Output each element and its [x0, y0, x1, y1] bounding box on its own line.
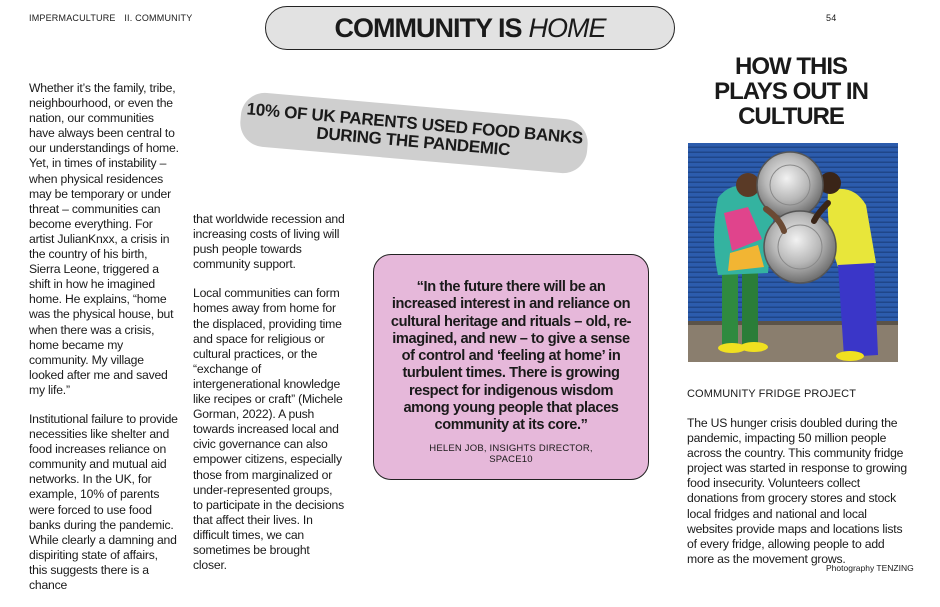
paragraph: The US hunger crisis doubled during the pandemic, impacting 50 million people across the country. This community fridge project was started in response to growing food insecurity. Volunteers collect donations from grocery stores and stock local fridges and national and local websites provide maps and locations lists of every fridge, allowing people to add more as the movement grows.: [687, 416, 907, 566]
caption-heading: COMMUNITY FRIDGE PROJECT: [687, 388, 857, 400]
paragraph: that worldwide recession and increasing costs of living will push people towards community support.: [193, 212, 345, 272]
pull-quote: [373, 254, 649, 480]
caption-body: [687, 416, 911, 581]
page-title: [265, 6, 675, 50]
page-number: 54: [826, 13, 837, 23]
page-title-bold: COMMUNITY IS: [334, 12, 522, 43]
body-column-2: [193, 212, 345, 587]
running-header: [29, 13, 192, 23]
sidebar-title: HOW THIS PLAYS OUT IN CULTURE: [714, 53, 868, 130]
section-label: IMPERMACULTURE: [29, 13, 116, 23]
quote-text: “In the future there will be an increased interest in and reliance on cultural heritage and rituals – old, re-imagined, and new – to give a sense of control and ‘feeling at home’ in turbulent times. There is growing respect for indigenous wisdom among young people that places community at its core.”: [390, 279, 632, 434]
paragraph: Institutional failure to provide necessities like shelter and food increases reliance on community and mutual aid networks. In the UK, for example, 10% of parents were forced to use food banks during the pandemic. While clearly a damning and dispiriting state of affairs, this suggests there is a chance: [29, 411, 178, 592]
chapter-label: II. COMMUNITY: [124, 13, 193, 23]
paragraph: Local communities can form homes away from home for the displaced, providing time and space for religious or cultural practices, or the “exchange of intergenerational knowledge like recipes or craft” (Michele Gorman, 2022). A push towards increased local and civic governance can also empower citizens, especially those from marginalized or under-represented groups, to participate in the decisions that affect their lives. In difficult times, we can sometimes be brought closer.: [193, 286, 344, 573]
page-title-italic: HOME: [528, 12, 606, 43]
statistic-text: 10% OF UK PARENTS USED FOOD BANKS DURING THE PANDEMIC: [245, 99, 584, 160]
paragraph: Whether it’s the family, tribe, neighbourhood, or even the nation, our communities have always been central to our understandings of home. Yet, in times of instability – when physical residences may be temporary or under threat – communities can become everything. For artist JulianKnxx, a crisis in the country of his birth, Sierra Leone, triggered a shift in how he imagined home. He explains, “home was the physical house, but when there was a crisis, home became my community. My village looked after me and saved my life.”: [29, 81, 179, 397]
community-fridge-photo: [688, 143, 898, 362]
photo-credit: Photography TENZING: [826, 563, 914, 573]
photo-illustration: [688, 143, 898, 362]
quote-attribution: HELEN JOB, INSIGHTS DIRECTOR, SPACE10: [429, 442, 593, 465]
statistic-callout: [238, 91, 589, 175]
body-column-1: [29, 81, 179, 607]
